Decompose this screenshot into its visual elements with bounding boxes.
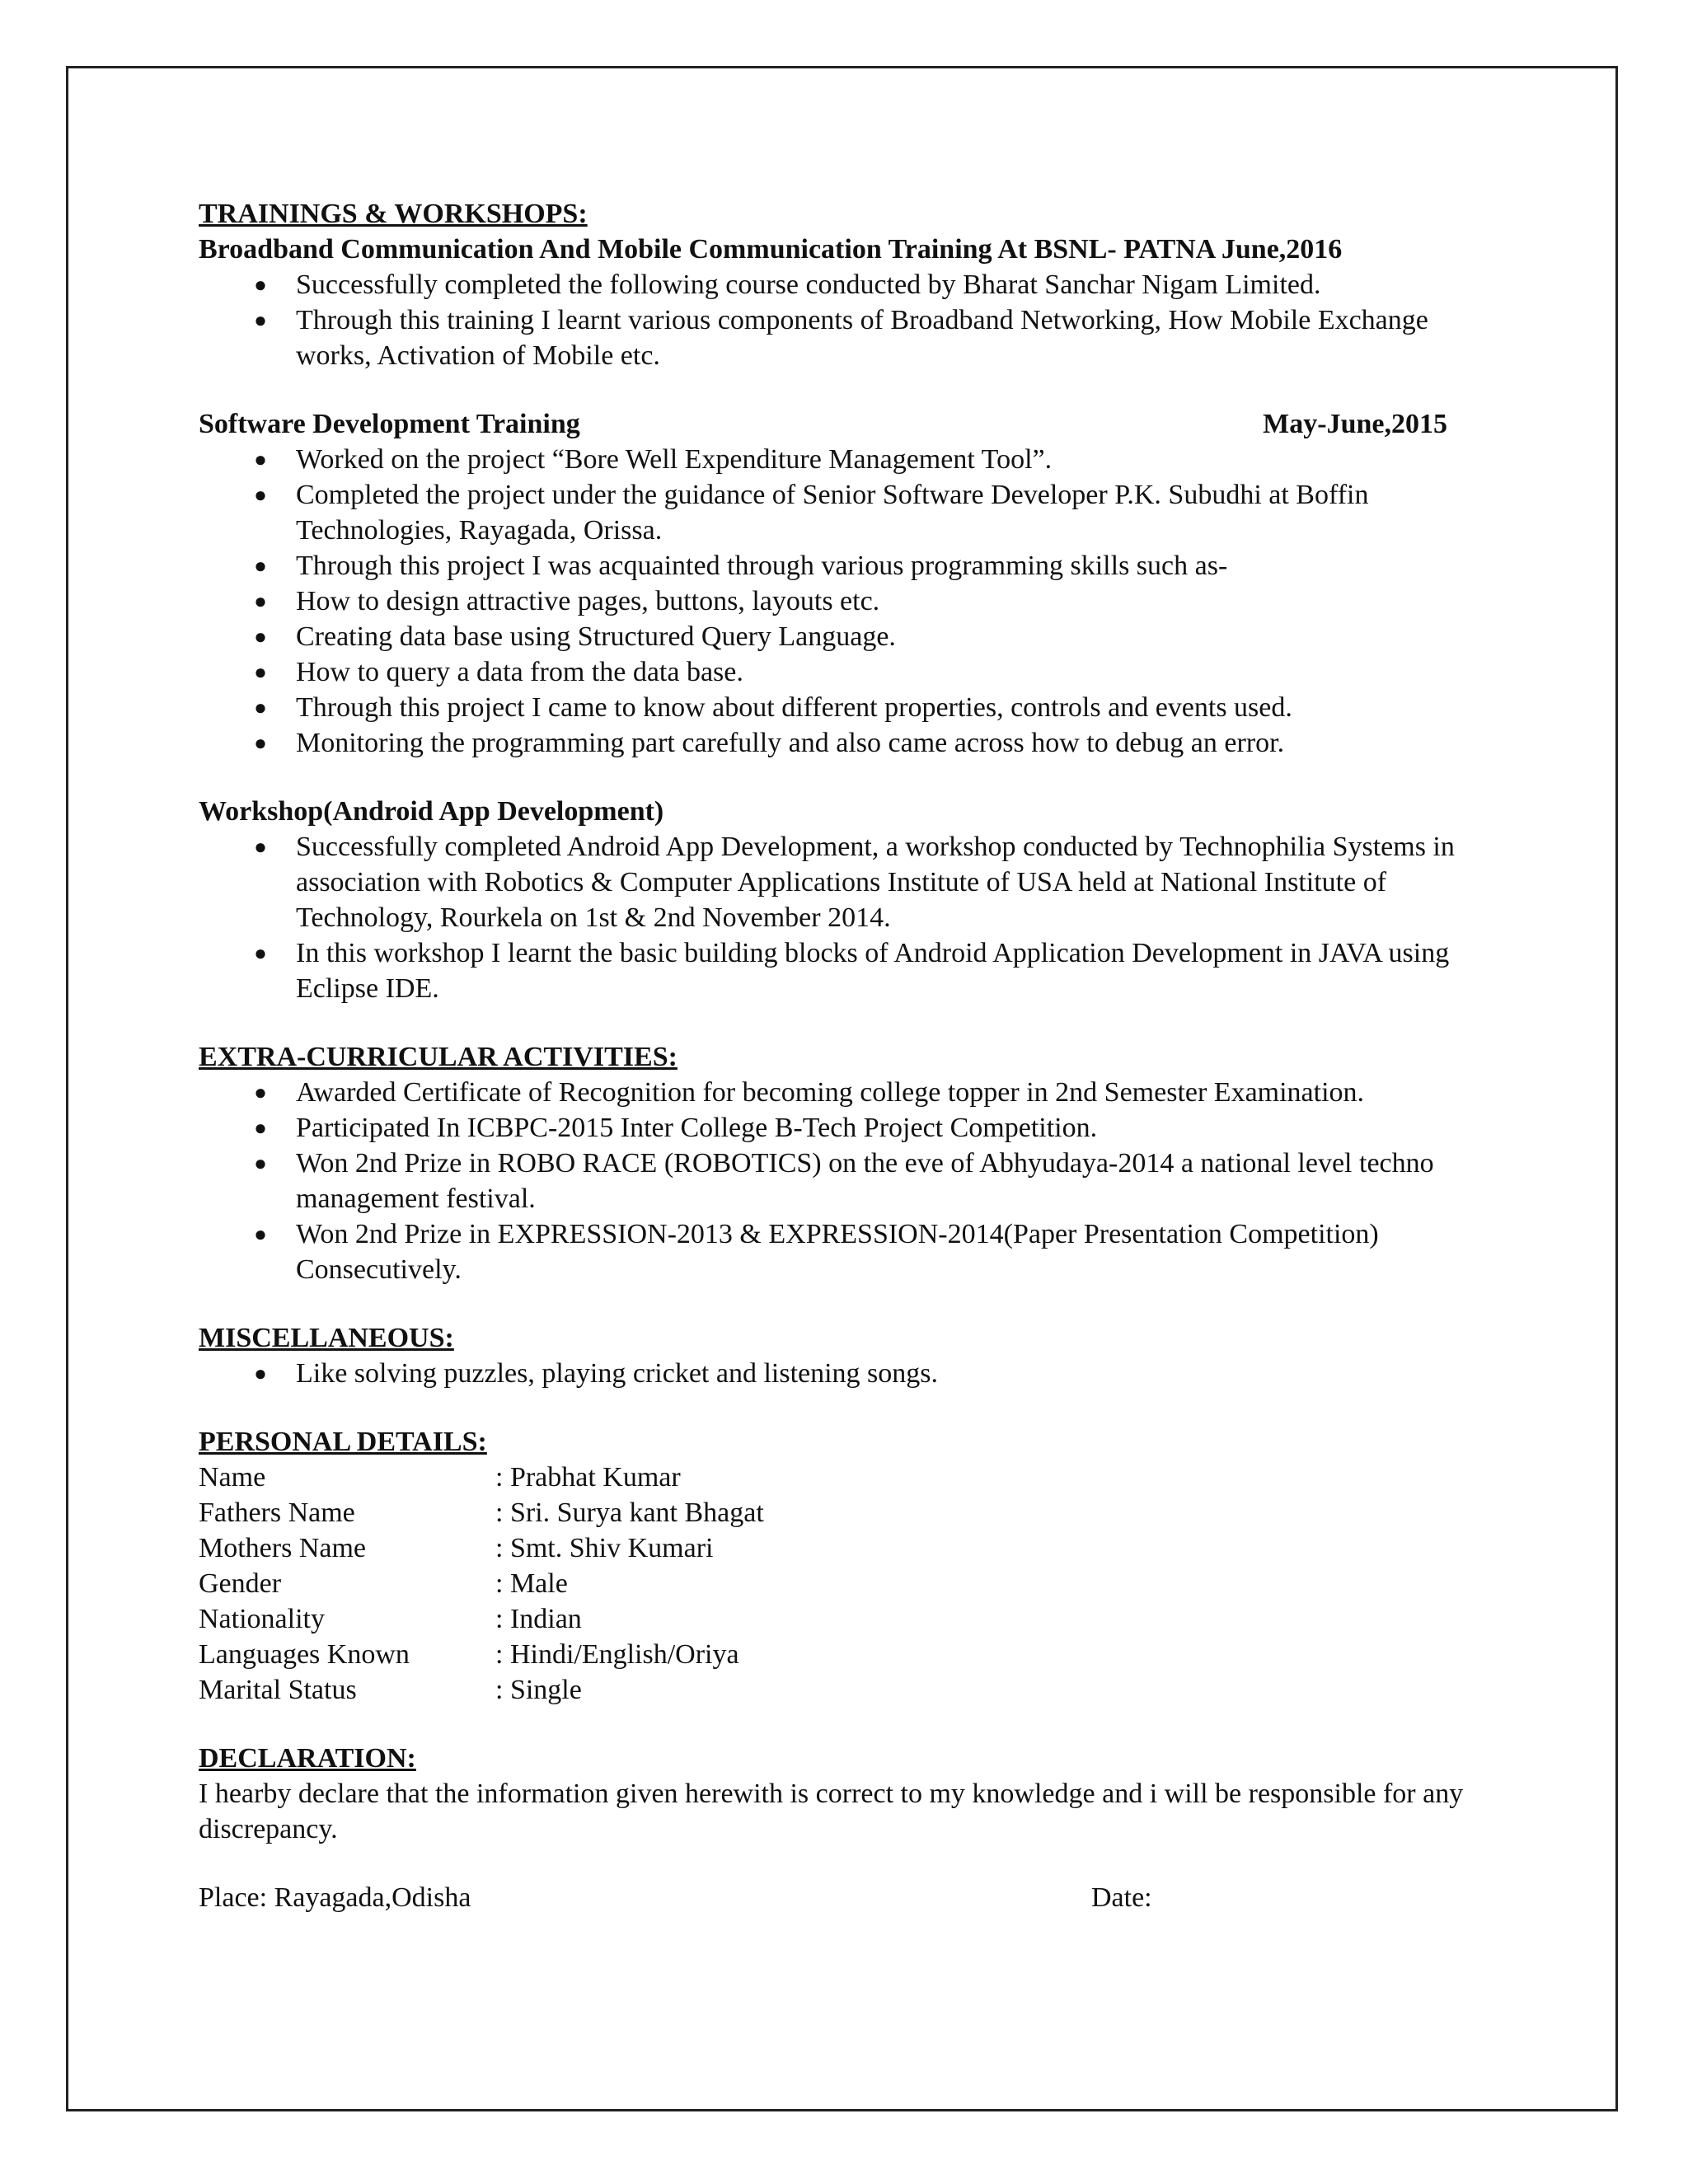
bullet-icon: ●: [254, 835, 267, 859]
list-item: ● Creating data base using Structured Query Language.: [199, 619, 1493, 654]
bullet-icon: ●: [254, 308, 267, 332]
bullet-icon: ●: [254, 1080, 267, 1104]
bullet-icon: ●: [254, 273, 267, 297]
list-item: ● Monitoring the programming part carefully and also came across how to debug an error.: [199, 725, 1493, 761]
detail-value: : Single: [495, 1675, 582, 1705]
list-item: ● Participated In ICBPC-2015 Inter College B-Tech Project Competition.: [199, 1110, 1493, 1146]
bsnl-training-title: Broadband Communication And Mobile Communication Training At BSNL- PATNA June,2016: [199, 234, 1343, 265]
workshop-bullet-list: [199, 829, 1493, 1006]
detail-value: : Prabhat Kumar: [495, 1462, 681, 1493]
place-date-row: [199, 1880, 1493, 1915]
software-training-date: May-June,2015: [1263, 409, 1447, 439]
list-item: ● In this workshop I learnt the basic building blocks of Android Application Development in JAVA using Eclipse IDE.: [199, 935, 1493, 1006]
extra-curricular-heading: EXTRA-CURRICULAR ACTIVITIES:: [199, 1042, 678, 1072]
date-text: Date:: [1091, 1882, 1152, 1913]
list-item: ● Through this project I came to know about different properties, controls and events used.: [199, 690, 1493, 725]
miscellaneous-heading: MISCELLANEOUS:: [199, 1323, 454, 1353]
list-item: ● Won 2nd Prize in EXPRESSION-2013 & EXPRESSION-2014(Paper Presentation Competition) Consecutively.: [199, 1216, 1493, 1287]
bullet-icon: ●: [254, 448, 267, 471]
list-item: ● How to query a data from the data base.: [199, 654, 1493, 690]
detail-value: : Indian: [495, 1604, 582, 1634]
bullet-icon: ●: [254, 625, 267, 649]
list-item: ● Completed the project under the guidance of Senior Software Developer P.K. Subudhi at Boffin Technologies, Rayagada, Orissa.: [199, 477, 1493, 548]
list-item: ● Successfully completed Android App Development, a workshop conducted by Technophilia Systems in association with Robotics & Computer Applications Institute of USA held at National Institute of Technology, Rourkela on 1st & 2nd November 2014.: [199, 829, 1493, 935]
list-item: ● Awarded Certificate of Recognition for becoming college topper in 2nd Semester Examination.: [199, 1075, 1493, 1110]
detail-value: : Smt. Shiv Kumari: [495, 1533, 714, 1563]
bullet-icon: ●: [254, 941, 267, 965]
declaration-heading: DECLARATION:: [199, 1743, 416, 1774]
bullet-icon: ●: [254, 696, 267, 719]
bullet-icon: ●: [254, 1222, 267, 1246]
personal-details-heading: PERSONAL DETAILS:: [199, 1427, 487, 1457]
list-item: ● Through this project I was acquainted through various programming skills such as-: [199, 548, 1493, 583]
bullet-icon: ●: [254, 1361, 267, 1385]
detail-value: : Hindi/English/Oriya: [495, 1639, 739, 1670]
list-item: ● Through this training I learnt various components of Broadband Networking, How Mobile Exchange works, Activation of Mobile etc.: [199, 302, 1493, 373]
detail-value: : Male: [495, 1568, 568, 1599]
detail-label: Nationality: [199, 1604, 325, 1634]
bsnl-bullet-list: [199, 267, 1493, 373]
software-bullet-list: [199, 442, 1493, 761]
detail-label: Mothers Name: [199, 1533, 367, 1563]
bullet-icon: ●: [254, 660, 267, 684]
detail-label: Fathers Name: [199, 1497, 355, 1528]
bullet-icon: ●: [254, 554, 267, 578]
bullet-icon: ●: [254, 589, 267, 613]
bullet-icon: ●: [254, 483, 267, 507]
miscellaneous-list: [199, 1356, 1493, 1391]
software-training-header: [199, 406, 1493, 442]
software-training-title: Software Development Training: [199, 409, 580, 439]
bullet-icon: ●: [254, 1116, 267, 1140]
list-item: ● Successfully completed the following course conducted by Bharat Sanchar Nigam Limited.: [199, 267, 1493, 302]
resume-page: [199, 196, 1493, 1915]
list-item: ● Won 2nd Prize in ROBO RACE (ROBOTICS) on the eve of Abhyudaya-2014 a national level techno management festival.: [199, 1146, 1493, 1216]
extra-curricular-list: [199, 1075, 1493, 1287]
trainings-heading: TRAININGS & WORKSHOPS:: [199, 199, 588, 229]
detail-value: : Sri. Surya kant Bhagat: [495, 1497, 764, 1528]
detail-label: Languages Known: [199, 1639, 410, 1670]
list-item: ● Worked on the project “Bore Well Expenditure Management Tool”.: [199, 442, 1493, 477]
declaration-text: I hearby declare that the information given herewith is correct to my knowledge and i will be responsible for any discrepancy.: [199, 1779, 1464, 1844]
place-text: Place: Rayagada,Odisha: [199, 1882, 471, 1913]
list-item: ● How to design attractive pages, buttons, layouts etc.: [199, 583, 1493, 619]
detail-label: Gender: [199, 1568, 282, 1599]
personal-details-table: [199, 1460, 1493, 1708]
bullet-icon: ●: [254, 1151, 267, 1175]
list-item: ● Like solving puzzles, playing cricket and listening songs.: [199, 1356, 1493, 1391]
detail-label: Marital Status: [199, 1675, 357, 1705]
detail-label: Name: [199, 1462, 266, 1493]
bullet-icon: ●: [254, 731, 267, 755]
workshop-title: Workshop(Android App Development): [199, 796, 664, 827]
